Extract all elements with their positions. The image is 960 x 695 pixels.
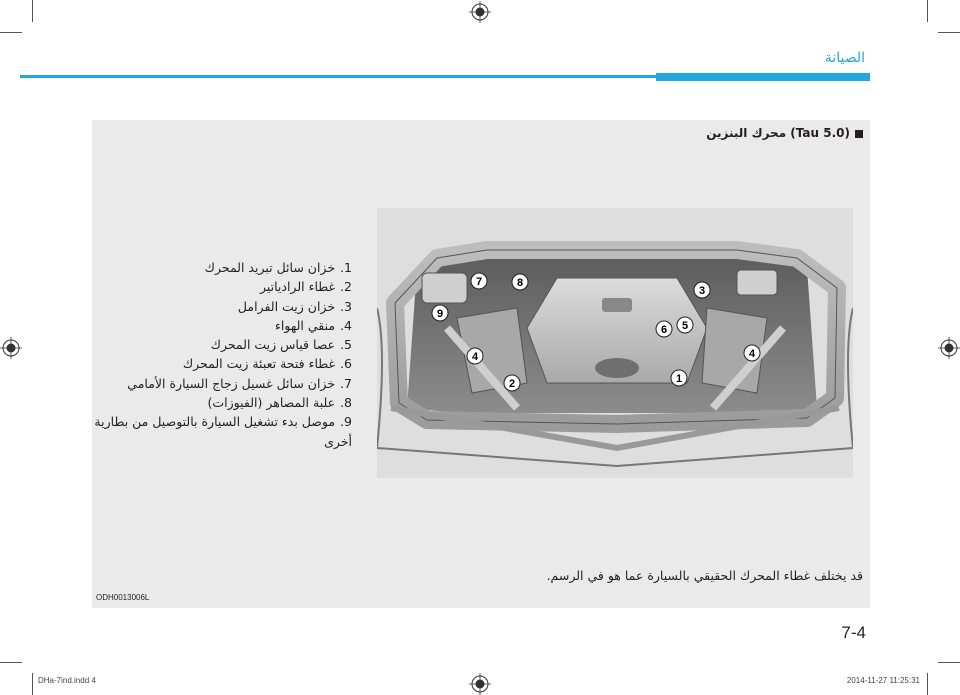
engine-bay-illustration [377, 208, 853, 478]
registration-mark-icon [469, 673, 491, 695]
legend-text: منقي الهواء [275, 317, 336, 333]
callout-label: 8 [516, 277, 524, 289]
figure-code: ODH0013006L [96, 593, 150, 602]
crop-mark [32, 0, 33, 22]
callout-marker [504, 375, 520, 391]
header-tab [656, 73, 870, 81]
legend-text: خزان سائل غسيل زجاج السيارة الأمامي [127, 375, 336, 391]
legend-number: 6. [340, 356, 352, 372]
crop-mark [0, 662, 22, 663]
legend-number: 5. [340, 337, 352, 353]
callout-marker [656, 321, 672, 337]
figure-heading-text: (Tau 5.0) محرك البنزين [706, 126, 850, 140]
callout-marker [512, 274, 528, 290]
legend-text: موصل بدء تشغيل السيارة بالتوصيل من بطارية أخرى [94, 414, 352, 449]
legend-item [92, 258, 352, 277]
legend-number: 2. [340, 279, 352, 295]
callout-marker [467, 348, 483, 364]
callout-label: 3 [698, 285, 706, 297]
legend-text: خزان سائل تبريد المحرك [204, 260, 336, 275]
callout-marker [694, 282, 710, 298]
callout-label: 7 [475, 276, 483, 288]
registration-mark-icon [469, 1, 491, 23]
footer-filename: DHa-7ind.indd 4 [38, 676, 96, 685]
legend-item [92, 277, 352, 296]
crop-mark [32, 673, 33, 695]
legend-number: 8. [340, 395, 352, 411]
legend-item [92, 393, 352, 412]
callout-marker [432, 305, 448, 321]
callout-label: 2 [508, 378, 516, 390]
legend-item [92, 412, 352, 451]
figure-note: قد يختلف غطاء المحرك الحقيقي بالسيارة عما هو في الرسم. [546, 568, 863, 583]
legend-text: خزان زيت الفرامل [237, 298, 336, 314]
legend-number: 1. [340, 260, 352, 275]
page-number: 7-4 [841, 623, 866, 642]
registration-mark-icon [0, 337, 22, 359]
legend-number: 9. [340, 414, 352, 430]
legend-text: غطاء فتحة تعبئة زيت المحرك [182, 356, 336, 372]
callout-marker [744, 345, 760, 361]
callout-marker [471, 273, 487, 289]
legend-list [92, 258, 352, 451]
crop-mark [927, 0, 928, 22]
footer-timestamp: 2014-11-27 11:25:31 [846, 676, 920, 685]
legend-text: علبة المصاهر (الفيوزات) [207, 395, 336, 411]
callout-marker [677, 317, 693, 333]
legend-number: 4. [340, 317, 352, 333]
legend-item [92, 354, 352, 373]
legend-number: 3. [340, 298, 352, 314]
callout-label: 4 [748, 348, 756, 360]
callout-marker [671, 370, 687, 386]
callout-label: 1 [675, 373, 683, 385]
callout-label: 4 [471, 351, 479, 363]
engine-bay-drawing [377, 208, 853, 478]
legend-item [92, 374, 352, 393]
legend-item [92, 297, 352, 316]
crop-mark [938, 32, 960, 33]
registration-mark-icon [938, 337, 960, 359]
legend-text: عصا قياس زيت المحرك [210, 337, 336, 353]
callout-label: 6 [660, 324, 668, 336]
bullet-square-icon [855, 130, 863, 138]
callout-label: 5 [681, 320, 689, 332]
legend-item [92, 316, 352, 335]
legend-text: غطاء الرادياتير [259, 279, 336, 295]
crop-mark [0, 32, 22, 33]
section-title: الصيانة [824, 50, 865, 66]
crop-mark [927, 673, 928, 695]
legend-item [92, 335, 352, 354]
crop-mark [938, 662, 960, 663]
figure-heading [706, 126, 863, 140]
legend-number: 7. [340, 375, 352, 391]
callout-label: 9 [436, 308, 444, 320]
